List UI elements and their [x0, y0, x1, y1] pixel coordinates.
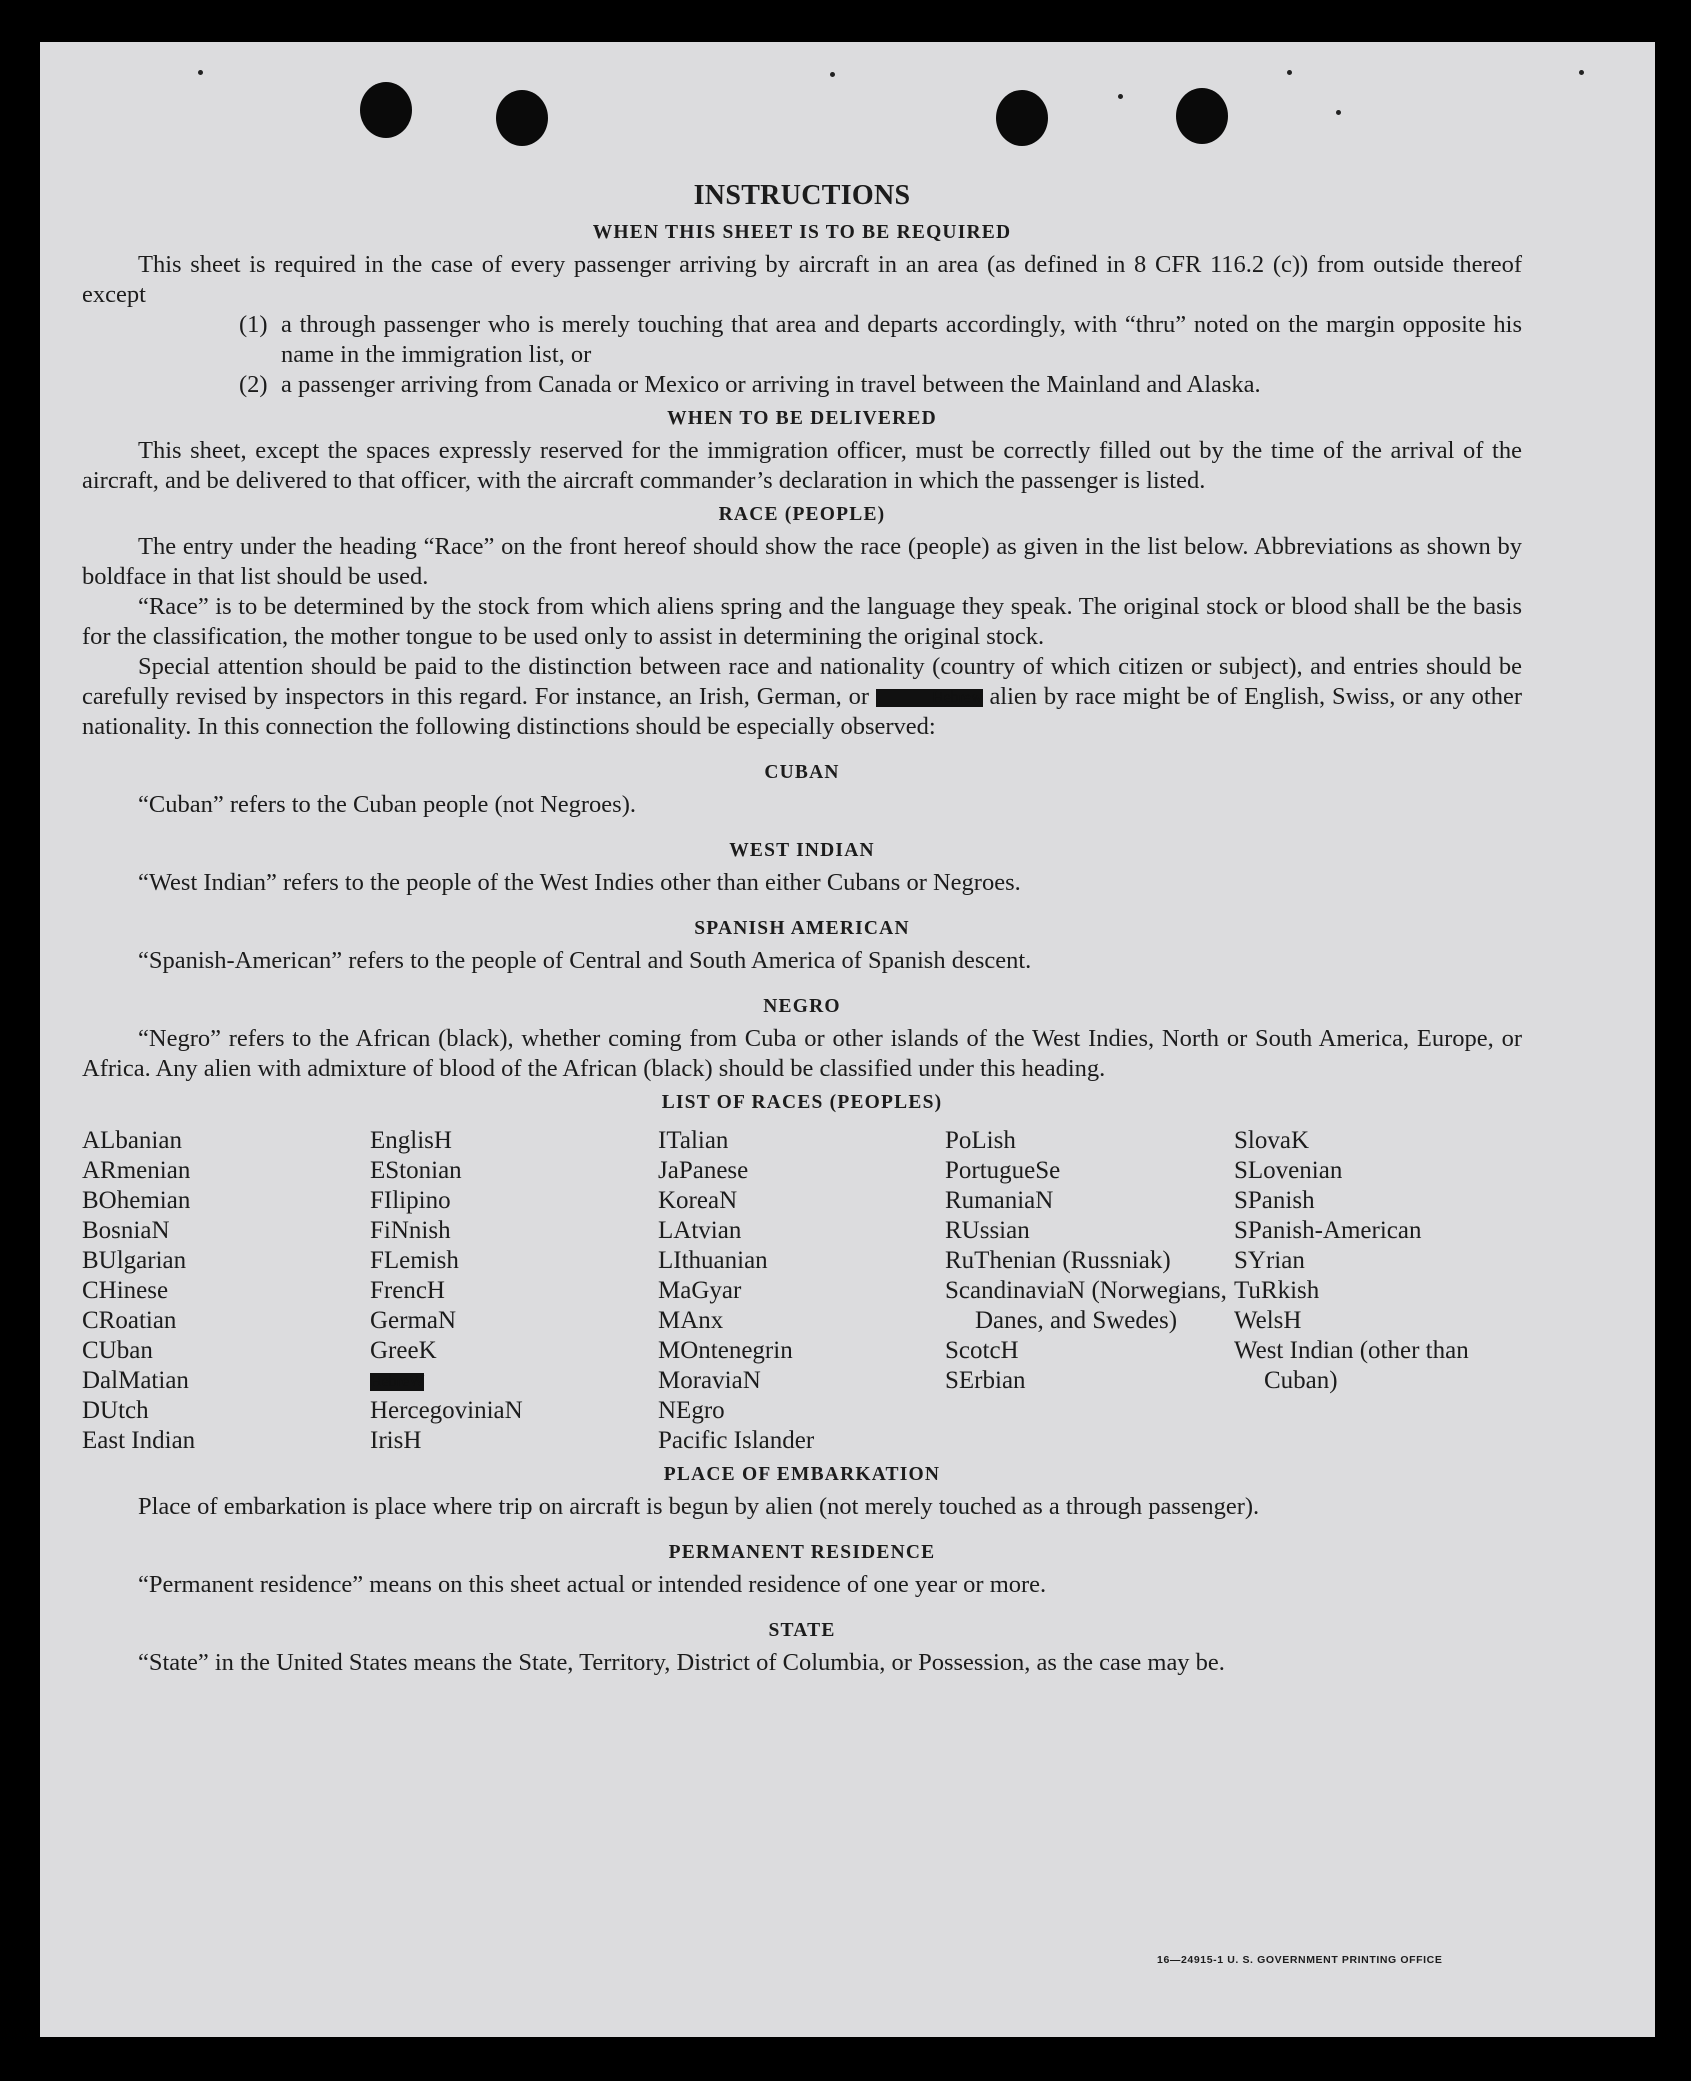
race-item: MOntenegrin	[658, 1337, 793, 1364]
race-item: TuRkish	[1234, 1277, 1320, 1304]
race-item: ITalian	[658, 1127, 729, 1154]
exception-number: (1)	[239, 311, 268, 338]
exception-number: (2)	[239, 371, 268, 398]
heading-when-delivered: WHEN TO BE DELIVERED	[667, 408, 937, 429]
race-item: FrencH	[370, 1277, 445, 1304]
race-item: MaGyar	[658, 1277, 742, 1304]
race-item: DalMatian	[82, 1367, 189, 1394]
race-item: GermaN	[370, 1307, 457, 1334]
race-item: KoreaN	[658, 1187, 738, 1214]
paragraph-race-3	[82, 652, 1522, 742]
exception-item	[82, 370, 1522, 400]
race-item: West Indian (other than Cuban)	[1234, 1337, 1469, 1394]
race-item: RumaniaN	[945, 1187, 1054, 1214]
race-column	[370, 1126, 658, 1456]
race-item: SYrian	[1234, 1247, 1305, 1274]
race-item: CRoatian	[82, 1307, 177, 1334]
heading-embarkation: PLACE OF EMBARKATION	[663, 1464, 941, 1485]
race-item: RuThenian (Russniak)	[945, 1247, 1171, 1274]
paragraph-spanish-american: “Spanish-American” refers to the people of Central and South America of Spanish descent.	[138, 947, 1032, 974]
paragraph-permanent-residence: “Permanent residence” means on this sheet actual or intended residence of one year or more.	[138, 1571, 1047, 1598]
speck	[1579, 70, 1584, 75]
race-item: HercegoviniaN	[370, 1397, 523, 1424]
race-item: MAnx	[658, 1307, 724, 1334]
speck	[830, 72, 835, 77]
race-list	[82, 1126, 1522, 1456]
paragraph-race-1: The entry under the heading “Race” on the front hereof should show the race (people) as given in the list below. Abbreviations as shown by boldface in that list should be used.	[82, 533, 1522, 590]
instructions-content	[82, 178, 1522, 1678]
speck	[198, 70, 203, 75]
speck	[1287, 70, 1292, 75]
race-item: FLemish	[370, 1247, 459, 1274]
race-item: DUtch	[82, 1397, 149, 1424]
race-item: SPanish	[1234, 1187, 1315, 1214]
heading-race: RACE (PEOPLE)	[718, 504, 886, 525]
race-item: BosniaN	[82, 1217, 170, 1244]
race-item: LAtvian	[658, 1217, 742, 1244]
race-item: PortugueSe	[945, 1157, 1061, 1184]
paragraph-race-3-part-a: Special attention should be paid to the distinction between race and nationality (country of which citizen or subject), and entries should be carefully revised by inspectors in this regard. For instance, an Irish, German, or	[82, 653, 1522, 710]
race-item: FiNnish	[370, 1217, 451, 1244]
exception-text: a through passenger who is merely touching that area and departs accordingly, with “thru” noted on the margin opposite his name in the immigration list, or	[281, 311, 1522, 368]
race-item: JaPanese	[658, 1157, 749, 1184]
paragraph-when-required: This sheet is required in the case of every passenger arriving by aircraft in an area (as defined in 8 CFR 116.2 (c)) from outside thereof except	[82, 251, 1522, 308]
paragraph-negro: “Negro” refers to the African (black), whether coming from Cuba or other islands of the West Indies, North or South America, Europe, or Africa. Any alien with admixture of blood of the African (black) should be classified under this heading.	[82, 1025, 1522, 1082]
punch-hole	[496, 90, 548, 146]
race-item: MoraviaN	[658, 1367, 761, 1394]
punch-hole	[996, 90, 1048, 146]
race-item: BOhemian	[82, 1187, 191, 1214]
document-page	[40, 42, 1655, 2037]
race-column	[1234, 1126, 1494, 1456]
race-item: NEgro	[658, 1397, 725, 1424]
race-item: ScotcH	[945, 1337, 1019, 1364]
exception-text: a passenger arriving from Canada or Mexico or arriving in travel between the Mainland and Alaska.	[281, 371, 1261, 398]
race-item: ALbanian	[82, 1127, 182, 1154]
race-item: East Indian	[82, 1427, 196, 1454]
paragraph-west-indian: “West Indian” refers to the people of the West Indies other than either Cubans or Negroes.	[138, 869, 1021, 896]
paragraph-cuban: “Cuban” refers to the Cuban people (not Negroes).	[138, 791, 636, 818]
heading-list-of-races: LIST OF RACES (PEOPLES)	[661, 1092, 943, 1113]
race-item: LIthuanian	[658, 1247, 768, 1274]
race-item: SlovaK	[1234, 1127, 1309, 1154]
race-item: EStonian	[370, 1157, 462, 1184]
race-item-redacted	[370, 1366, 658, 1396]
heading-west-indian: WEST INDIAN	[729, 840, 875, 861]
race-item: SErbian	[945, 1367, 1026, 1394]
race-item: BUlgarian	[82, 1247, 187, 1274]
speck	[1336, 110, 1341, 115]
race-item: ScandinaviaN (Norwegians, Danes, and Swedes)	[945, 1277, 1227, 1334]
race-column	[945, 1126, 1234, 1456]
race-item: RUssian	[945, 1217, 1030, 1244]
paragraph-race-2: “Race” is to be determined by the stock from which aliens spring and the language they speak. The original stock or blood shall be the basis for the classification, the mother tongue to be used only to assist in determining the original stock.	[82, 593, 1522, 650]
race-item: SLovenian	[1234, 1157, 1343, 1184]
page-title: INSTRUCTIONS	[693, 180, 911, 211]
race-item: GreeK	[370, 1337, 437, 1364]
race-item: Pacific Islander	[658, 1427, 815, 1454]
paragraph-state: “State” in the United States means the State, Territory, District of Columbia, or Possession, as the case may be.	[138, 1649, 1225, 1676]
punch-hole	[360, 82, 412, 138]
printing-office-code: 16—24915-1 U. S. GOVERNMENT PRINTING OFFICE	[1157, 1954, 1443, 1966]
paragraph-embarkation: Place of embarkation is place where trip on aircraft is begun by alien (not merely touched as a through passenger).	[138, 1493, 1260, 1520]
race-column	[82, 1126, 370, 1456]
race-item: SPanish-American	[1234, 1217, 1422, 1244]
race-item: ARmenian	[82, 1157, 191, 1184]
race-item: EnglisH	[370, 1127, 452, 1154]
redacted-word: HebreW	[370, 1373, 425, 1391]
race-item: PoLish	[945, 1127, 1016, 1154]
race-item: CUban	[82, 1337, 153, 1364]
heading-state: STATE	[768, 1620, 836, 1641]
heading-negro: NEGRO	[763, 996, 841, 1017]
race-item: IrisH	[370, 1427, 422, 1454]
paragraph-race-3-part-b: alien by race might be of English, Swiss, or any other nationality. In this connection the following distinctions should be especially observed:	[82, 683, 1523, 740]
race-item: FIlipino	[370, 1187, 451, 1214]
heading-permanent-residence: PERMANENT RESIDENCE	[668, 1542, 936, 1563]
redacted-word: Hebrew	[876, 689, 983, 707]
speck	[1118, 94, 1123, 99]
punch-hole	[1176, 88, 1228, 144]
exception-item	[82, 310, 1522, 370]
heading-when-required: WHEN THIS SHEET IS TO BE REQUIRED	[592, 222, 1012, 243]
paragraph-when-delivered: This sheet, except the spaces expressly reserved for the immigration officer, must be correctly filled out by the time of the arrival of the aircraft, and be delivered to that officer, with the aircraft commander’s declaration in which the passenger is listed.	[82, 437, 1522, 494]
heading-spanish-american: SPANISH AMERICAN	[694, 918, 910, 939]
heading-cuban: CUBAN	[764, 762, 840, 783]
race-item: WelsH	[1234, 1307, 1302, 1334]
race-item: CHinese	[82, 1277, 169, 1304]
race-column	[658, 1126, 945, 1456]
